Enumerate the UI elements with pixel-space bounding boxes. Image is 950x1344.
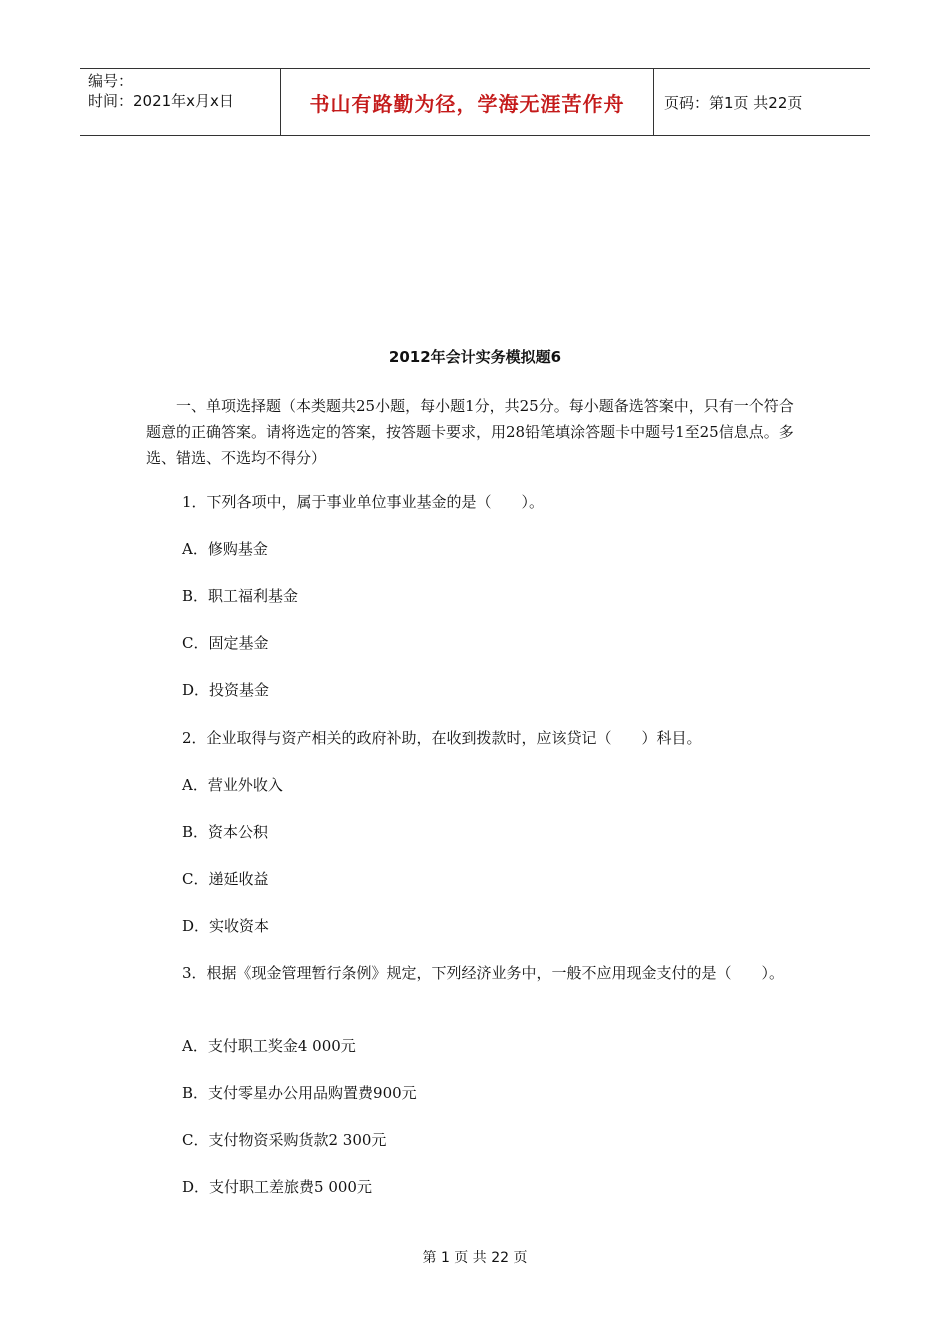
number-label: 编号： <box>88 72 134 90</box>
question-2-option-b: B．资本公积 <box>182 823 269 841</box>
time-label: 时间：2021年x月x日 <box>88 92 234 110</box>
section-intro: 一、单项选择题（本类题共25小题，每小题1分，共25分。每小题备选答案中，只有一个符合题意的正确答案。请将选定的答案，按答题卡要求，用28铅笔填涂答题卡中题号1至25信息点。多选、错选、不选均不得分） <box>146 397 794 467</box>
page-footer: 第 1 页 共 22 页 <box>422 1250 528 1266</box>
header-motto: 书山有路勤为径，学海无涯苦作舟 <box>281 69 654 135</box>
question-2-option-c: C．递延收益 <box>182 870 269 888</box>
question-1-option-a: A．修购基金 <box>182 540 268 558</box>
question-1-option-d: D．投资基金 <box>182 681 270 699</box>
question-3-stem: 3．根据《现金管理暂行条例》规定，下列经济业务中，一般不应用现金支付的是（ ）。 <box>182 964 785 982</box>
question-2-stem: 2．企业取得与资产相关的政府补助，在收到拨款时，应该贷记（ ）科目。 <box>182 729 702 747</box>
question-3-option-c: C．支付物资采购货款2 300元 <box>182 1131 387 1149</box>
question-3-option-b: B．支付零星办公用品购置费900元 <box>182 1084 417 1102</box>
question-2-option-a: A．营业外收入 <box>182 776 283 794</box>
question-2-option-d: D．实收资本 <box>182 917 270 935</box>
header-page-info: 页码：第1页 共22页 <box>664 93 803 112</box>
question-1-stem: 1．下列各项中，属于事业单位事业基金的是（ ）。 <box>182 493 545 511</box>
document-header <box>80 68 870 136</box>
header-meta <box>80 69 281 135</box>
question-3-option-a: A．支付职工奖金4 000元 <box>182 1037 356 1055</box>
question-3-option-d: D．支付职工差旅费5 000元 <box>182 1178 372 1196</box>
question-1-option-c: C．固定基金 <box>182 634 269 652</box>
document-title: 2012年会计实务模拟题6 <box>388 348 562 366</box>
question-1-option-b: B．职工福利基金 <box>182 587 299 605</box>
